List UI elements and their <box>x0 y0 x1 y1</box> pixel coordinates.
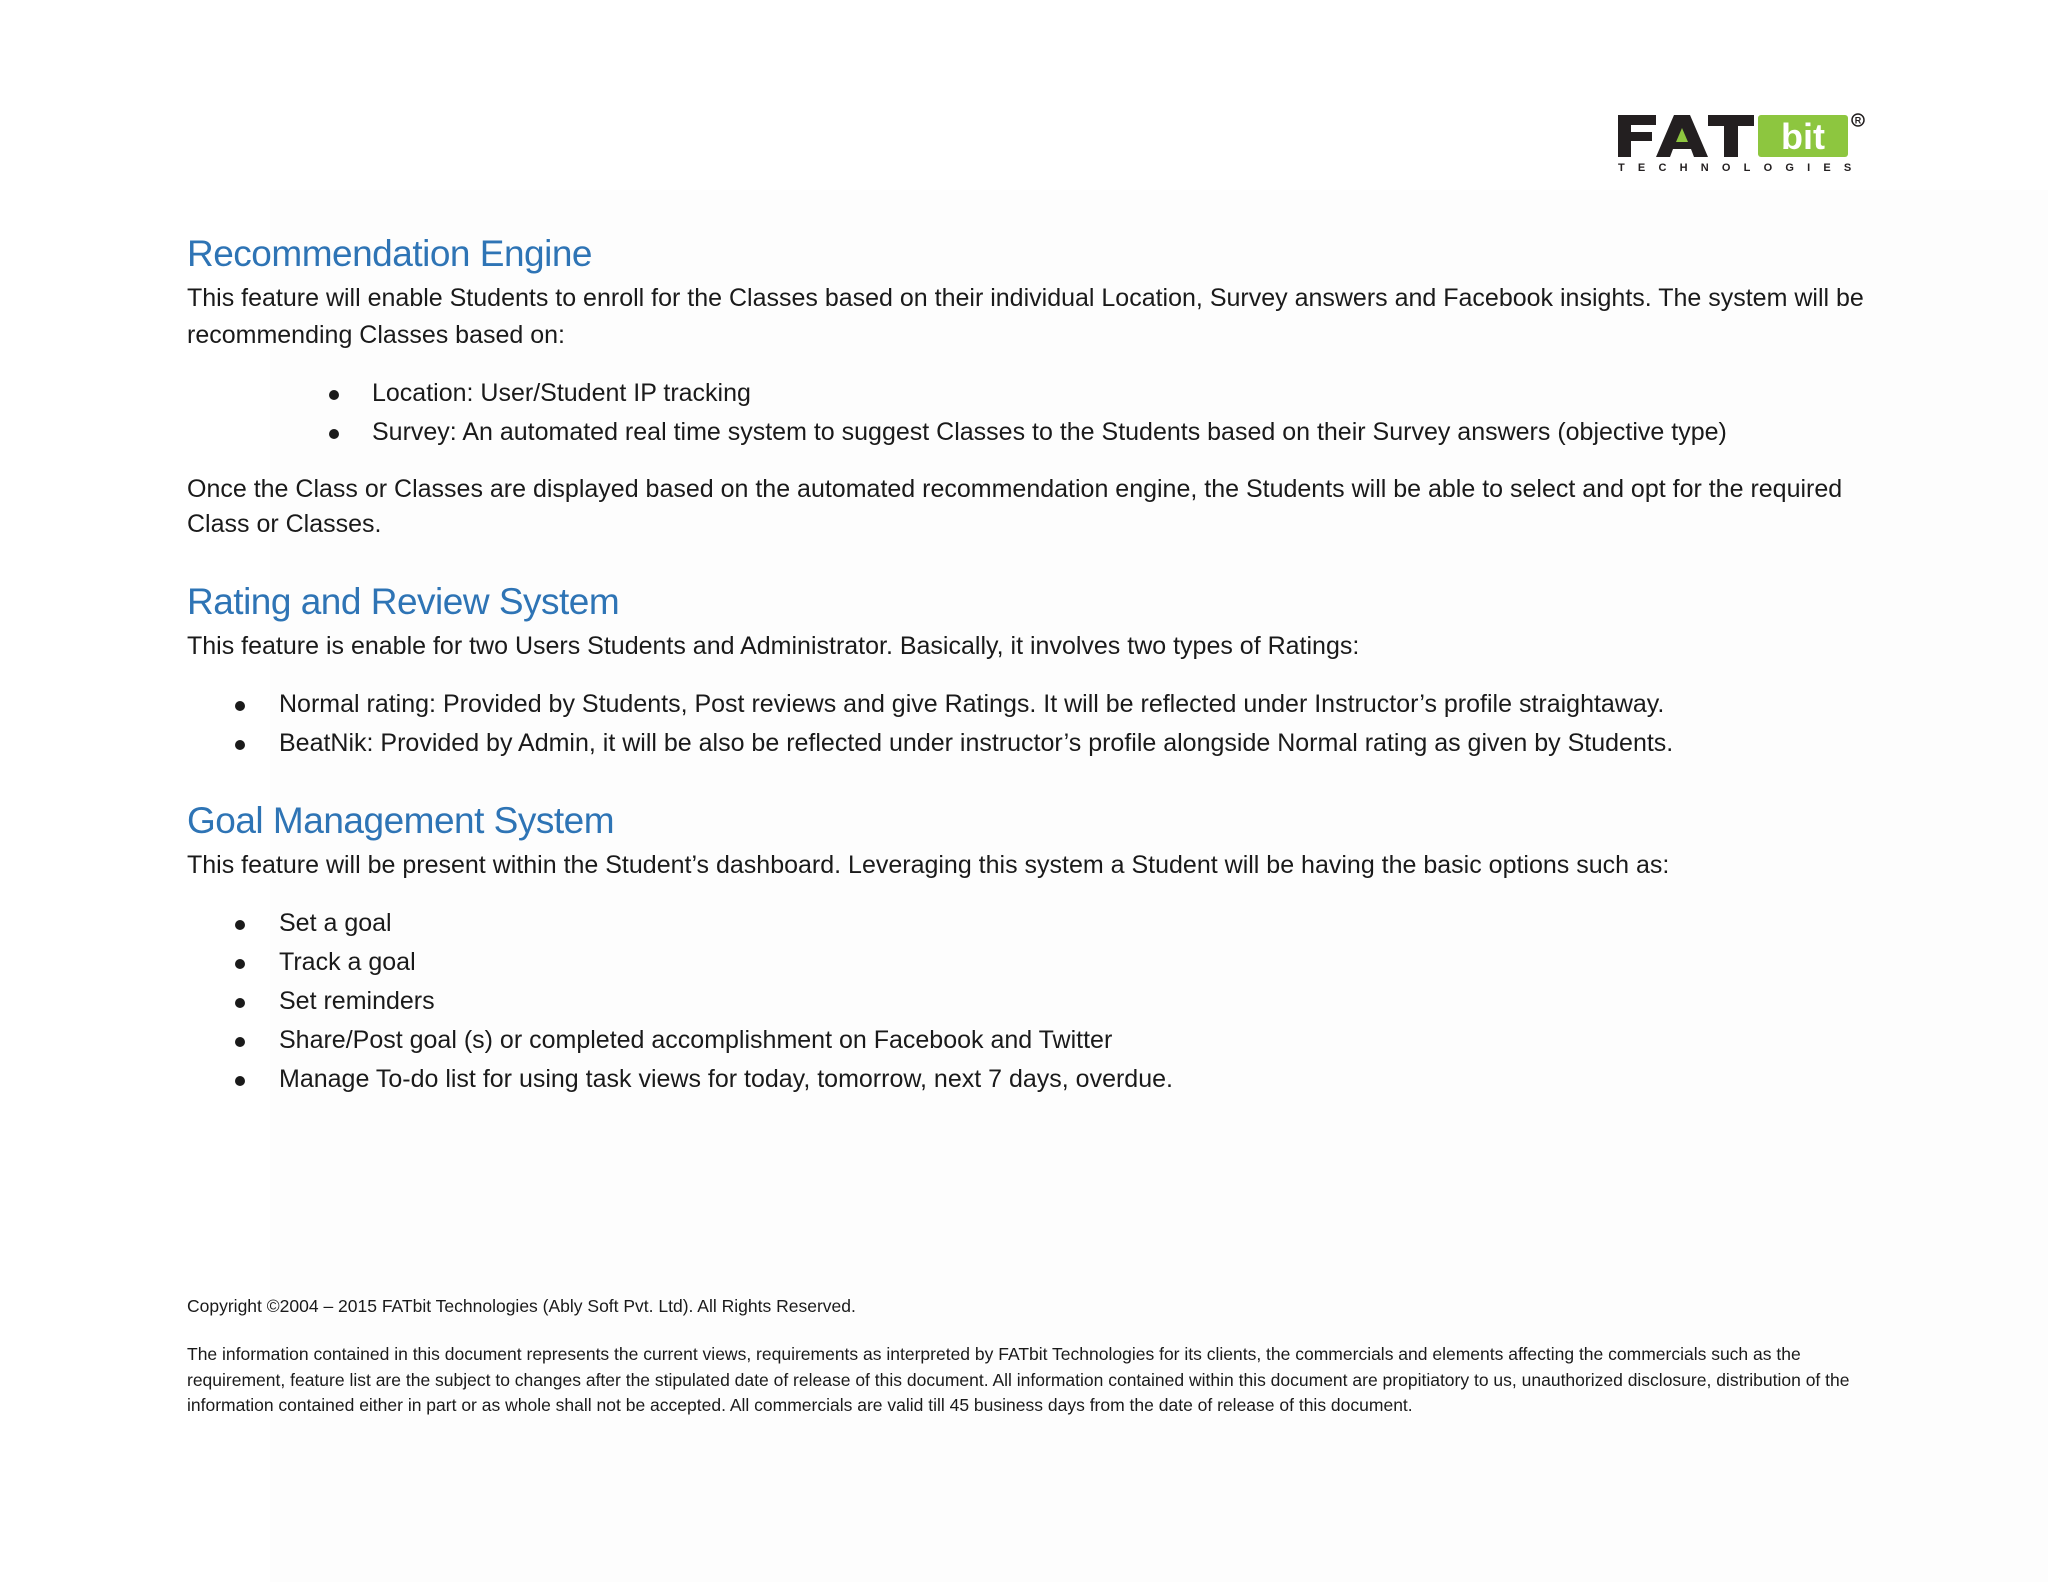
legal-disclaimer: The information contained in this document represents the current views, requirements as interpreted by FATbit Technologies for its clients, the commercials and elements affecting the commercials such as the requirement, feature list are the subject to changes after the stipulated date of release of this document. All information contained within this document are propitiatory to us, unauthorized disclosure, distribution of the information contained either in part or as whole shall not be accepted. All commercials are valid till 45 business days from the date of release of this document. <box>187 1344 1850 1415</box>
section-outro-recommendation-engine: Once the Class or Classes are displayed based on the automated recommendation engine, the Students will be able to select and opt for the required Class or Classes. <box>187 475 1843 538</box>
section-heading-goal-management: Goal Management System <box>187 800 615 841</box>
section-heading-recommendation-engine: Recommendation Engine <box>187 233 592 274</box>
rating-types-list <box>187 685 1867 763</box>
list-item <box>187 685 1867 724</box>
list-item-text: Share/Post goal (s) or completed accomplishment on Facebook and Twitter <box>279 1026 1113 1054</box>
page-footer <box>187 1293 1867 1419</box>
bullet-icon <box>235 740 245 750</box>
bullet-icon <box>235 959 245 969</box>
list-item <box>187 982 1867 1021</box>
section-intro-goal-management: This feature will be present within the Student’s dashboard. Leveraging this system a Student will be having the basic options such as: <box>187 851 1670 879</box>
section-intro-recommendation-engine: This feature will enable Students to enroll for the Classes based on their individual Location, Survey answers and Facebook insights. The system will be recommending Classes based on: <box>187 284 1864 349</box>
bullet-icon <box>235 998 245 1008</box>
bullet-icon <box>235 1076 245 1086</box>
logo-bit-text: bit <box>1781 116 1825 157</box>
list-item-text: BeatNik: Provided by Admin, it will be also be reflected under instructor’s profile alongside Normal rating as given by Students. <box>279 729 1674 757</box>
list-item-text: Manage To-do list for using task views for today, tomorrow, next 7 days, overdue. <box>279 1065 1173 1093</box>
list-item-text: Location: User/Student IP tracking <box>372 379 751 407</box>
bullet-icon <box>235 920 245 930</box>
list-item <box>187 1060 1867 1099</box>
goal-options-list <box>187 904 1867 1099</box>
section-heading-rating-review: Rating and Review System <box>187 581 620 622</box>
list-item-text: Track a goal <box>279 948 416 976</box>
section-intro-rating-review: This feature is enable for two Users Students and Administrator. Basically, it involves two types of Ratings: <box>187 632 1360 660</box>
list-item <box>187 1021 1867 1060</box>
copyright-notice: Copyright ©2004 – 2015 FATbit Technologies (Ably Soft Pvt. Ltd). All Rights Reserved. <box>187 1296 856 1316</box>
list-item <box>187 374 1867 413</box>
fatbit-logo <box>1616 112 1868 174</box>
list-item <box>187 413 1867 452</box>
list-item-text: Normal rating: Provided by Students, Post reviews and give Ratings. It will be reflected under Instructor’s profile straightaway. <box>279 690 1665 718</box>
recommendation-criteria-list <box>187 374 1867 452</box>
list-item-text: Set reminders <box>279 987 435 1015</box>
svg-text:R: R <box>1854 115 1862 126</box>
list-item-text: Survey: An automated real time system to suggest Classes to the Students based on their Survey answers (objective type) <box>372 418 1727 446</box>
bullet-icon <box>235 701 245 711</box>
list-item <box>187 943 1867 982</box>
list-item <box>187 904 1867 943</box>
list-item <box>187 724 1867 763</box>
bullet-icon <box>235 1037 245 1047</box>
svg-text:TECHNOLOGIES: TECHNOLOGIES <box>1618 162 1865 174</box>
bullet-icon <box>329 429 339 439</box>
list-item-text: Set a goal <box>279 909 392 937</box>
bullet-icon <box>329 390 339 400</box>
document-body <box>187 228 1867 1099</box>
